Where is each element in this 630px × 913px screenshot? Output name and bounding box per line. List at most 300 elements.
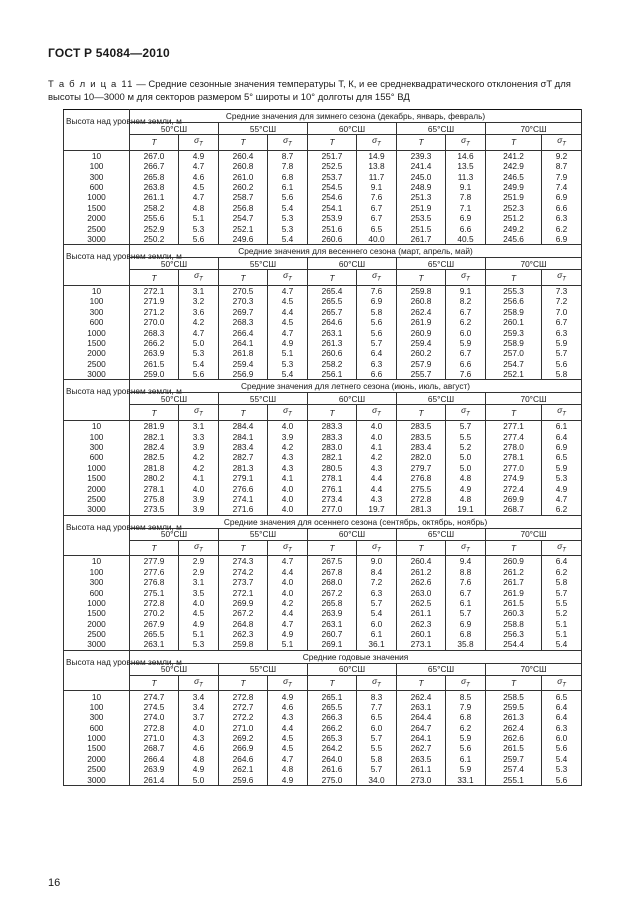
sigma-cell: 6.5: [542, 452, 582, 462]
latitude-header: 60°СШ: [308, 258, 397, 270]
height-cell: 1500: [64, 203, 130, 213]
height-cell: 1000: [64, 598, 130, 608]
sigma-symbol: σ: [557, 540, 563, 551]
temperature-cell: 254.4: [486, 639, 542, 650]
temperature-cell: 272.8: [397, 494, 446, 504]
sigma-cell: 5.4: [542, 639, 582, 650]
sigma-cell: 4.0: [179, 723, 219, 733]
section-title: Средние значения для зимнего сезона (декабрь, январь, февраль): [130, 110, 582, 123]
temperature-cell: 277.9: [130, 556, 179, 567]
temperature-cell: 249.6: [219, 234, 268, 245]
temperature-cell: 261.2: [397, 567, 446, 577]
section-title: Средние значения для осеннего сезона (сентябрь, октябрь, ноябрь): [130, 515, 582, 528]
sigma-cell: 4.9: [268, 629, 308, 639]
temperature-cell: 261.8: [219, 348, 268, 358]
temperature-cell: 251.2: [486, 213, 542, 223]
sigma-cell: 3.1: [179, 577, 219, 587]
sigma-cell: 9.1: [446, 182, 486, 192]
temperature-cell: 252.5: [308, 161, 357, 171]
temperature-cell: 266.3: [308, 712, 357, 722]
sigma-subscript: T: [466, 412, 470, 418]
temperature-cell: 267.8: [308, 567, 357, 577]
table-row: [64, 317, 582, 327]
variable-header-row: [64, 135, 582, 151]
sigma-cell: 5.9: [542, 463, 582, 473]
table-row: [64, 504, 582, 515]
temperature-cell: 263.8: [130, 182, 179, 192]
table-row: [64, 473, 582, 483]
table-row: [64, 192, 582, 202]
temperature-cell: 272.8: [219, 691, 268, 702]
temperature-cell: 261.3: [308, 338, 357, 348]
sigma-cell: 7.8: [268, 161, 308, 171]
sigma-cell: 6.4: [542, 556, 582, 567]
sigma-header: [357, 675, 397, 691]
sigma-cell: 4.6: [179, 171, 219, 181]
sigma-cell: 7.2: [542, 296, 582, 306]
table-row: [64, 182, 582, 192]
sigma-subscript: T: [562, 412, 566, 418]
table-row: [64, 431, 582, 441]
sigma-cell: 5.6: [542, 774, 582, 785]
temperature-cell: 268.3: [130, 327, 179, 337]
temperature-cell: 266.7: [130, 161, 179, 171]
sigma-symbol: σ: [557, 270, 563, 281]
temperature-cell: 242.9: [486, 161, 542, 171]
sigma-cell: 6.2: [446, 723, 486, 733]
table-row: [64, 577, 582, 587]
temperature-header: T: [308, 540, 357, 556]
sigma-subscript: T: [466, 547, 470, 554]
temperature-cell: 264.1: [219, 338, 268, 348]
height-column-header: Высота над уровнем земли, м: [64, 380, 130, 421]
temperature-cell: 273.0: [397, 774, 446, 785]
latitude-header: 60°СШ: [308, 123, 397, 135]
temperature-cell: 263.5: [397, 754, 446, 764]
temperature-cell: 260.4: [219, 150, 268, 161]
temperature-cell: 270.2: [130, 608, 179, 618]
temperature-cell: 267.2: [308, 587, 357, 597]
height-cell: 3000: [64, 639, 130, 650]
temperature-cell: 270.0: [130, 317, 179, 327]
latitude-header: 50°СШ: [130, 123, 219, 135]
sigma-cell: 4.9: [542, 483, 582, 493]
temperature-cell: 251.9: [397, 203, 446, 213]
section-title-row: [64, 380, 582, 393]
height-cell: 2000: [64, 619, 130, 629]
temperature-cell: 255.6: [130, 213, 179, 223]
temperature-cell: 260.8: [397, 296, 446, 306]
height-cell: 3000: [64, 369, 130, 380]
temperature-cell: 264.2: [308, 743, 357, 753]
temperature-cell: 272.4: [486, 483, 542, 493]
temperature-cell: 284.4: [219, 421, 268, 432]
sigma-symbol: σ: [372, 135, 378, 145]
sigma-cell: 4.1: [179, 473, 219, 483]
sigma-cell: 5.3: [268, 213, 308, 223]
temperature-cell: 258.9: [486, 338, 542, 348]
temperature-cell: 282.4: [130, 442, 179, 452]
sigma-cell: 7.1: [446, 203, 486, 213]
sigma-header: [446, 405, 486, 421]
temperature-cell: 262.1: [219, 764, 268, 774]
sigma-cell: 7.6: [446, 369, 486, 380]
sigma-cell: 4.8: [446, 473, 486, 483]
sigma-cell: 4.9: [268, 338, 308, 348]
temperature-cell: 281.3: [219, 463, 268, 473]
height-cell: 600: [64, 317, 130, 327]
temperature-header: T: [130, 135, 179, 151]
sigma-cell: 14.9: [357, 150, 397, 161]
table-row: [64, 598, 582, 608]
sigma-cell: 6.7: [446, 587, 486, 597]
sigma-cell: 4.9: [268, 774, 308, 785]
sigma-cell: 4.7: [268, 619, 308, 629]
sigma-cell: 6.3: [542, 213, 582, 223]
latitude-header: 70°СШ: [486, 258, 582, 270]
temperature-header: T: [308, 270, 357, 286]
temperature-cell: 264.0: [308, 754, 357, 764]
height-cell: 100: [64, 702, 130, 712]
document-code: ГОСТ Р 54084—2010: [48, 46, 170, 60]
temperature-cell: 261.7: [397, 234, 446, 245]
table-row: [64, 494, 582, 504]
sigma-cell: 7.6: [446, 577, 486, 587]
sigma-subscript: T: [199, 682, 203, 689]
sigma-cell: 3.1: [179, 285, 219, 296]
height-cell: 600: [64, 452, 130, 462]
temperature-cell: 274.5: [130, 702, 179, 712]
latitude-header: 60°СШ: [308, 528, 397, 540]
temperature-cell: 259.6: [219, 774, 268, 785]
height-cell: 10: [64, 421, 130, 432]
latitude-header: 50°СШ: [130, 528, 219, 540]
temperature-cell: 263.1: [308, 327, 357, 337]
temperature-cell: 284.1: [219, 431, 268, 441]
sigma-cell: 5.2: [542, 608, 582, 618]
sigma-symbol: σ: [557, 675, 563, 686]
sigma-cell: 6.9: [357, 296, 397, 306]
temperature-cell: 261.7: [486, 577, 542, 587]
table-row: [64, 608, 582, 618]
temperature-header: T: [219, 540, 268, 556]
height-cell: 2000: [64, 348, 130, 358]
latitude-header: 65°СШ: [397, 393, 486, 405]
temperature-cell: 261.3: [486, 712, 542, 722]
height-cell: 3000: [64, 234, 130, 245]
temperature-cell: 262.5: [397, 598, 446, 608]
temperature-cell: 280.2: [130, 473, 179, 483]
sigma-cell: 5.9: [446, 733, 486, 743]
sigma-symbol: σ: [194, 135, 200, 145]
sigma-cell: 6.3: [542, 327, 582, 337]
sigma-cell: 5.3: [179, 223, 219, 233]
sigma-cell: 6.8: [446, 629, 486, 639]
sigma-cell: 5.6: [268, 192, 308, 202]
sigma-symbol: σ: [283, 135, 289, 145]
temperature-header: T: [486, 135, 542, 151]
temperature-cell: 277.1: [486, 421, 542, 432]
temperature-cell: 263.9: [308, 608, 357, 618]
sigma-cell: 5.3: [542, 473, 582, 483]
temperature-cell: 254.7: [486, 359, 542, 369]
sigma-cell: 5.5: [357, 743, 397, 753]
section-title-row: [64, 110, 582, 123]
sigma-cell: 4.3: [268, 452, 308, 462]
temperature-cell: 274.9: [486, 473, 542, 483]
temperature-cell: 263.1: [308, 619, 357, 629]
sigma-symbol: σ: [194, 675, 200, 686]
sigma-cell: 35.8: [446, 639, 486, 650]
section-title: Средние годовые значения: [130, 650, 582, 663]
temperature-cell: 273.4: [308, 494, 357, 504]
temperature-cell: 253.7: [308, 171, 357, 181]
sigma-cell: 5.6: [446, 743, 486, 753]
temperature-cell: 271.2: [130, 307, 179, 317]
sigma-cell: 6.2: [446, 317, 486, 327]
temperature-cell: 272.8: [130, 723, 179, 733]
temperature-cell: 254.1: [308, 203, 357, 213]
table-row: [64, 691, 582, 702]
height-cell: 1000: [64, 327, 130, 337]
temperature-cell: 262.4: [486, 723, 542, 733]
sigma-cell: 5.4: [268, 203, 308, 213]
sigma-cell: 4.0: [268, 421, 308, 432]
sigma-cell: 4.2: [268, 442, 308, 452]
sigma-cell: 4.3: [179, 733, 219, 743]
sigma-symbol: σ: [372, 675, 378, 686]
sigma-cell: 4.0: [268, 504, 308, 515]
temperature-cell: 262.4: [397, 691, 446, 702]
temperature-cell: 283.3: [308, 421, 357, 432]
sigma-cell: 4.5: [268, 733, 308, 743]
sigma-cell: 6.7: [446, 348, 486, 358]
sigma-cell: 5.5: [446, 431, 486, 441]
latitude-header: 55°СШ: [219, 258, 308, 270]
temperature-cell: 251.7: [308, 150, 357, 161]
sigma-header: [268, 135, 308, 151]
sigma-header: [446, 540, 486, 556]
temperature-cell: 261.9: [486, 587, 542, 597]
sigma-cell: 5.3: [542, 764, 582, 774]
sigma-subscript: T: [288, 141, 292, 148]
sigma-cell: 4.3: [357, 463, 397, 473]
height-cell: 1000: [64, 463, 130, 473]
table-row: [64, 619, 582, 629]
sigma-cell: 4.2: [357, 452, 397, 462]
sigma-cell: 7.7: [357, 702, 397, 712]
sigma-cell: 5.3: [268, 359, 308, 369]
temperature-cell: 261.6: [308, 764, 357, 774]
table-row: [64, 150, 582, 161]
sigma-symbol: σ: [194, 270, 200, 281]
sigma-cell: 3.3: [179, 431, 219, 441]
temperature-header: T: [486, 675, 542, 691]
sigma-cell: 19.7: [357, 504, 397, 515]
temperature-cell: 268.7: [486, 504, 542, 515]
temperature-cell: 254.6: [308, 192, 357, 202]
sigma-cell: 5.3: [268, 223, 308, 233]
temperature-cell: 265.8: [130, 171, 179, 181]
sigma-cell: 11.3: [446, 171, 486, 181]
height-cell: 100: [64, 296, 130, 306]
temperature-cell: 266.4: [219, 327, 268, 337]
temperature-cell: 278.1: [308, 473, 357, 483]
sigma-cell: 7.4: [542, 182, 582, 192]
temperature-cell: 274.3: [219, 556, 268, 567]
latitude-header: 70°СШ: [486, 393, 582, 405]
temperature-cell: 272.7: [219, 702, 268, 712]
temperature-cell: 251.6: [308, 223, 357, 233]
sigma-cell: 33.1: [446, 774, 486, 785]
table-row: [64, 359, 582, 369]
section-title-row: [64, 245, 582, 258]
temperature-header: T: [397, 675, 446, 691]
sigma-cell: 3.4: [179, 702, 219, 712]
sigma-symbol: σ: [461, 405, 467, 416]
temperature-cell: 253.9: [308, 213, 357, 223]
temperature-cell: 261.2: [486, 567, 542, 577]
table-row: [64, 307, 582, 317]
sigma-cell: 6.5: [542, 691, 582, 702]
temperature-cell: 259.0: [130, 369, 179, 380]
temperature-cell: 254.5: [308, 182, 357, 192]
temperature-cell: 274.2: [219, 567, 268, 577]
sigma-cell: 3.5: [179, 587, 219, 597]
temperature-header: T: [397, 405, 446, 421]
height-cell: 10: [64, 556, 130, 567]
sigma-cell: 4.8: [446, 494, 486, 504]
temperature-cell: 277.0: [308, 504, 357, 515]
sigma-cell: 4.6: [268, 702, 308, 712]
temperature-cell: 261.9: [397, 317, 446, 327]
temperature-cell: 265.5: [130, 629, 179, 639]
sigma-cell: 5.6: [542, 359, 582, 369]
latitude-header: 65°СШ: [397, 663, 486, 675]
sigma-cell: 5.0: [179, 338, 219, 348]
section-title-row: [64, 515, 582, 528]
sigma-header: [446, 675, 486, 691]
sigma-cell: 4.9: [268, 691, 308, 702]
temperature-cell: 261.5: [130, 359, 179, 369]
sigma-cell: 6.9: [542, 192, 582, 202]
sigma-cell: 4.7: [179, 327, 219, 337]
temperature-cell: 262.7: [397, 743, 446, 753]
sigma-symbol: σ: [461, 675, 467, 686]
table-row: [64, 203, 582, 213]
temperature-table: [63, 109, 582, 786]
height-cell: 100: [64, 567, 130, 577]
temperature-cell: 279.7: [397, 463, 446, 473]
sigma-subscript: T: [199, 141, 203, 148]
temperature-cell: 275.1: [130, 587, 179, 597]
sigma-cell: 4.2: [179, 317, 219, 327]
latitude-header: 60°СШ: [308, 393, 397, 405]
table-row: [64, 223, 582, 233]
latitude-header: 50°СШ: [130, 258, 219, 270]
sigma-cell: 7.6: [357, 285, 397, 296]
temperature-header: T: [486, 540, 542, 556]
sigma-cell: 3.7: [179, 712, 219, 722]
temperature-cell: 265.5: [308, 702, 357, 712]
temperature-cell: 281.8: [130, 463, 179, 473]
sigma-symbol: σ: [372, 405, 378, 416]
sigma-cell: 9.1: [446, 285, 486, 296]
sigma-cell: 5.1: [542, 629, 582, 639]
height-cell: 3000: [64, 774, 130, 785]
sigma-cell: 5.8: [357, 754, 397, 764]
latitude-header: 50°СШ: [130, 393, 219, 405]
sigma-cell: 6.5: [357, 712, 397, 722]
sigma-cell: 4.1: [268, 473, 308, 483]
sigma-cell: 6.2: [542, 567, 582, 577]
temperature-cell: 264.8: [219, 619, 268, 629]
temperature-cell: 260.1: [397, 629, 446, 639]
height-cell: 300: [64, 171, 130, 181]
sigma-cell: 4.0: [179, 598, 219, 608]
sigma-cell: 5.7: [542, 587, 582, 597]
temperature-cell: 264.6: [219, 754, 268, 764]
sigma-cell: 4.6: [179, 743, 219, 753]
table-row: [64, 629, 582, 639]
temperature-cell: 282.7: [219, 452, 268, 462]
height-cell: 2500: [64, 359, 130, 369]
sigma-cell: 3.9: [268, 431, 308, 441]
sigma-cell: 5.7: [446, 608, 486, 618]
sigma-cell: 5.5: [542, 598, 582, 608]
sigma-symbol: σ: [557, 405, 563, 416]
temperature-cell: 262.3: [397, 619, 446, 629]
table-row: [64, 421, 582, 432]
temperature-cell: 261.1: [397, 764, 446, 774]
temperature-cell: 256.6: [486, 296, 542, 306]
height-cell: 1500: [64, 743, 130, 753]
sigma-cell: 3.9: [179, 442, 219, 452]
sigma-cell: 5.4: [542, 754, 582, 764]
temperature-cell: 283.4: [219, 442, 268, 452]
sigma-cell: 5.7: [542, 348, 582, 358]
sigma-cell: 6.2: [542, 223, 582, 233]
temperature-cell: 260.1: [486, 317, 542, 327]
latitude-header: 55°СШ: [219, 393, 308, 405]
temperature-header: T: [486, 405, 542, 421]
sigma-subscript: T: [288, 412, 292, 418]
temperature-cell: 267.5: [308, 556, 357, 567]
sigma-cell: 4.7: [179, 161, 219, 171]
height-cell: 300: [64, 712, 130, 722]
sigma-cell: 6.8: [446, 712, 486, 722]
temperature-cell: 259.4: [397, 338, 446, 348]
sigma-cell: 4.0: [179, 483, 219, 493]
table-row: [64, 213, 582, 223]
sigma-subscript: T: [288, 547, 292, 554]
sigma-cell: 5.7: [357, 733, 397, 743]
temperature-cell: 260.9: [486, 556, 542, 567]
temperature-cell: 268.3: [219, 317, 268, 327]
temperature-cell: 252.9: [130, 223, 179, 233]
temperature-cell: 271.0: [130, 733, 179, 743]
temperature-cell: 272.8: [130, 598, 179, 608]
temperature-cell: 262.4: [397, 307, 446, 317]
sigma-cell: 4.2: [179, 452, 219, 462]
sigma-cell: 7.0: [542, 307, 582, 317]
temperature-cell: 252.1: [219, 223, 268, 233]
sigma-cell: 5.7: [446, 421, 486, 432]
table-row: [64, 639, 582, 650]
table-row: [64, 234, 582, 245]
table-row: [64, 483, 582, 493]
sigma-cell: 5.1: [268, 348, 308, 358]
